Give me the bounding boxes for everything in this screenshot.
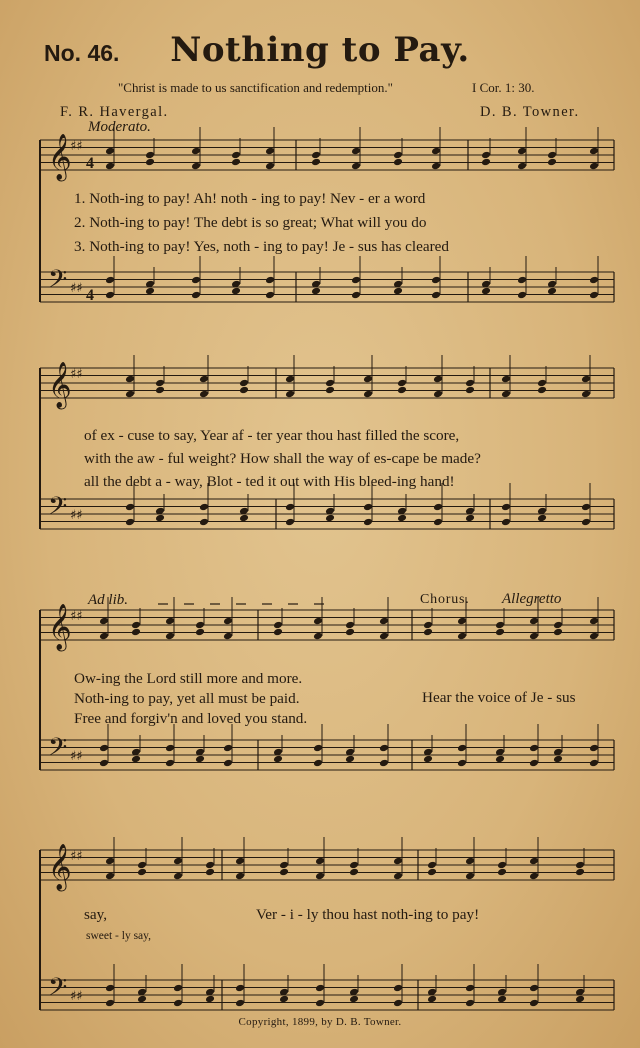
note-head-icon (137, 861, 147, 870)
note-head-icon (231, 287, 241, 296)
lyric-verse-1-line-1: 1. Noth-ing to pay! Ah! noth - ing to pay! Nev - er a word (74, 190, 426, 207)
note-head-icon (131, 621, 141, 630)
note-head-icon (145, 158, 155, 167)
note-head-icon (457, 617, 467, 626)
lyric-alto-echo: sweet - ly say, (86, 930, 152, 942)
hymn-number: No. 46. (44, 40, 120, 66)
note-head-icon (433, 375, 443, 384)
note-head-icon (363, 503, 373, 512)
note-head-icon (205, 861, 215, 870)
note-head-icon (589, 291, 599, 300)
note-head-icon (537, 386, 547, 395)
note-head-icon (581, 518, 591, 527)
note-head-icon (349, 868, 359, 877)
note-head-icon (529, 999, 539, 1008)
note-head-icon (517, 162, 527, 171)
note-head-icon (315, 984, 325, 993)
note-head-icon (191, 147, 201, 156)
note-head-icon (195, 628, 205, 637)
note-head-icon (325, 379, 335, 388)
note-head-icon (517, 291, 527, 300)
chorus-tempo-marking: Allegretto (502, 591, 562, 607)
note-head-icon (589, 276, 599, 285)
note-head-icon (345, 621, 355, 630)
note-head-icon (155, 386, 165, 395)
note-head-icon (393, 158, 403, 167)
note-head-icon (195, 755, 205, 764)
note-head-icon (173, 999, 183, 1008)
bass-clef-icon: 𝄢 (48, 492, 68, 527)
lyric-verse-3-line-1: 3. Noth-ing to pay! Yes, noth - ing to pay! Je - sus has cleared (74, 238, 449, 255)
note-head-icon (313, 759, 323, 768)
note-head-icon (537, 379, 547, 388)
note-head-icon (497, 868, 507, 877)
note-head-icon (529, 857, 539, 866)
note-head-icon (191, 162, 201, 171)
note-head-icon (105, 872, 115, 881)
note-head-icon (553, 621, 563, 630)
key-signature-icon: ♯♯ (70, 749, 83, 764)
note-head-icon (315, 857, 325, 866)
note-head-icon (465, 999, 475, 1008)
note-head-icon (431, 147, 441, 156)
note-head-icon (313, 744, 323, 753)
note-head-icon (575, 868, 585, 877)
note-head-icon (465, 386, 475, 395)
note-head-icon (173, 872, 183, 881)
copyright-notice: Copyright, 1899, by D. B. Towner. (238, 1016, 402, 1028)
note-head-icon (465, 984, 475, 993)
note-head-icon (265, 276, 275, 285)
note-head-icon (125, 503, 135, 512)
note-head-icon (131, 628, 141, 637)
note-head-icon (173, 984, 183, 993)
lyric-chorus-say: say, (84, 906, 108, 923)
note-head-icon (231, 151, 241, 160)
key-signature-icon: ♯♯ (70, 849, 83, 864)
note-head-icon (397, 379, 407, 388)
lyric-verse-2-line-1: 2. Noth-ing to pay! The debt is so great; What will you do (74, 214, 427, 231)
note-head-icon (265, 162, 275, 171)
note-head-icon (433, 390, 443, 399)
note-head-icon (239, 514, 249, 523)
note-head-icon (315, 872, 325, 881)
note-head-icon (363, 375, 373, 384)
composer-credit: D. B. Towner. (480, 104, 580, 120)
note-head-icon (199, 390, 209, 399)
note-head-icon (501, 503, 511, 512)
time-signature: 4 (86, 287, 94, 304)
note-head-icon (379, 632, 389, 641)
note-head-icon (285, 518, 295, 527)
note-head-icon (379, 744, 389, 753)
note-head-icon (427, 861, 437, 870)
note-head-icon (199, 503, 209, 512)
note-head-icon (155, 514, 165, 523)
note-head-icon (235, 999, 245, 1008)
note-head-icon (351, 162, 361, 171)
note-head-icon (529, 617, 539, 626)
note-head-icon (131, 755, 141, 764)
note-head-icon (165, 617, 175, 626)
note-head-icon (529, 984, 539, 993)
note-head-icon (145, 151, 155, 160)
note-head-icon (105, 276, 115, 285)
note-head-icon (547, 158, 557, 167)
note-head-icon (99, 759, 109, 768)
chorus-label: Chorus. (420, 592, 470, 607)
note-head-icon (273, 628, 283, 637)
note-head-icon (393, 151, 403, 160)
note-head-icon (199, 375, 209, 384)
note-head-icon (239, 386, 249, 395)
note-head-icon (99, 632, 109, 641)
note-head-icon (285, 375, 295, 384)
note-head-icon (397, 514, 407, 523)
note-head-icon (423, 628, 433, 637)
note-head-icon (265, 291, 275, 300)
note-head-icon (431, 291, 441, 300)
note-head-icon (285, 503, 295, 512)
note-head-icon (199, 518, 209, 527)
note-head-icon (125, 390, 135, 399)
scripture-quote: "Christ is made to us sanctification and redemption." (118, 80, 393, 95)
note-head-icon (311, 287, 321, 296)
treble-clef-icon: 𝄞 (48, 604, 72, 650)
note-head-icon (481, 151, 491, 160)
note-head-icon (273, 621, 283, 630)
note-head-icon (589, 632, 599, 641)
note-head-icon (165, 759, 175, 768)
time-signature: 4 (86, 155, 94, 172)
note-head-icon (231, 158, 241, 167)
scripture-reference: I Cor. 1: 30. (472, 80, 535, 95)
note-head-icon (105, 999, 115, 1008)
note-head-icon (497, 861, 507, 870)
key-signature-icon: ♯♯ (70, 609, 83, 624)
note-head-icon (393, 287, 403, 296)
note-head-icon (223, 632, 233, 641)
note-head-icon (457, 744, 467, 753)
bass-clef-icon: 𝄢 (48, 733, 68, 768)
note-head-icon (481, 287, 491, 296)
note-head-icon (431, 162, 441, 171)
note-head-icon (379, 617, 389, 626)
note-head-icon (363, 390, 373, 399)
note-head-icon (235, 872, 245, 881)
note-head-icon (457, 759, 467, 768)
note-head-icon (105, 291, 115, 300)
lyric-verse-3-line-3: Free and forgiv'n and loved you stand. (74, 710, 308, 727)
note-head-icon (495, 628, 505, 637)
treble-clef-icon: 𝄞 (48, 362, 72, 408)
note-head-icon (379, 759, 389, 768)
note-head-icon (313, 617, 323, 626)
note-head-icon (537, 514, 547, 523)
note-head-icon (99, 617, 109, 626)
note-head-icon (325, 386, 335, 395)
note-head-icon (165, 744, 175, 753)
note-head-icon (431, 276, 441, 285)
lyric-verse-1-line-3: Ow-ing the Lord still more and more. (74, 670, 303, 687)
note-head-icon (517, 276, 527, 285)
note-head-icon (397, 386, 407, 395)
bass-clef-icon: 𝄢 (48, 265, 68, 300)
note-head-icon (363, 518, 373, 527)
note-head-icon (145, 287, 155, 296)
note-head-icon (345, 628, 355, 637)
note-head-icon (465, 514, 475, 523)
note-head-icon (105, 984, 115, 993)
note-head-icon (105, 857, 115, 866)
note-head-icon (423, 755, 433, 764)
bass-clef-icon: 𝄢 (48, 973, 68, 1008)
note-head-icon (311, 158, 321, 167)
note-head-icon (581, 390, 591, 399)
ad-lib-marking: Ad lib. (88, 592, 128, 608)
key-signature-icon: ♯♯ (70, 367, 83, 382)
lyric-verse-2-line-2: with the aw - ful weight? How shall the way of es-cape be made? (84, 450, 481, 467)
note-head-icon (325, 514, 335, 523)
note-head-icon (393, 999, 403, 1008)
note-head-icon (433, 503, 443, 512)
note-head-icon (547, 151, 557, 160)
note-head-icon (457, 632, 467, 641)
note-head-icon (351, 291, 361, 300)
note-head-icon (223, 617, 233, 626)
note-head-icon (589, 617, 599, 626)
lyric-verse-1-line-2: of ex - cuse to say, Year af - ter year thou hast filled the score, (84, 427, 460, 444)
note-head-icon (235, 857, 245, 866)
note-head-icon (351, 147, 361, 156)
note-head-icon (575, 861, 585, 870)
treble-clef-icon: 𝄞 (48, 844, 72, 890)
note-head-icon (105, 162, 115, 171)
note-head-icon (205, 995, 215, 1004)
note-head-icon (165, 632, 175, 641)
note-head-icon (349, 861, 359, 870)
note-head-icon (393, 857, 403, 866)
note-head-icon (529, 744, 539, 753)
note-head-icon (427, 868, 437, 877)
note-head-icon (529, 759, 539, 768)
note-head-icon (529, 872, 539, 881)
note-head-icon (547, 287, 557, 296)
note-head-icon (553, 628, 563, 637)
lyric-chorus-line-2: Ver - i - ly thou hast noth-ing to pay! (256, 906, 480, 923)
note-head-icon (137, 868, 147, 877)
note-head-icon (495, 755, 505, 764)
note-head-icon (279, 995, 289, 1004)
note-head-icon (465, 379, 475, 388)
note-head-icon (105, 147, 115, 156)
note-head-icon (173, 857, 183, 866)
note-head-icon (495, 621, 505, 630)
key-signature-icon: ♯♯ (70, 508, 83, 523)
note-head-icon (279, 868, 289, 877)
note-head-icon (223, 744, 233, 753)
note-head-icon (137, 995, 147, 1004)
note-head-icon (481, 158, 491, 167)
note-head-icon (501, 518, 511, 527)
note-head-icon (125, 518, 135, 527)
treble-clef-icon: 𝄞 (48, 134, 72, 180)
note-head-icon (205, 868, 215, 877)
note-head-icon (345, 755, 355, 764)
note-head-icon (223, 759, 233, 768)
note-head-icon (501, 390, 511, 399)
note-head-icon (349, 995, 359, 1004)
note-head-icon (581, 375, 591, 384)
note-head-icon (581, 503, 591, 512)
note-head-icon (423, 621, 433, 630)
note-head-icon (351, 276, 361, 285)
note-head-icon (589, 162, 599, 171)
note-head-icon (433, 518, 443, 527)
note-head-icon (589, 759, 599, 768)
note-head-icon (191, 276, 201, 285)
key-signature-icon: ♯♯ (70, 139, 83, 154)
note-head-icon (99, 744, 109, 753)
note-head-icon (239, 379, 249, 388)
tempo-marking: Moderato. (88, 119, 151, 135)
key-signature-icon: ♯♯ (70, 989, 83, 1004)
hymn-title: Nothing to Pay. (170, 30, 470, 70)
note-head-icon (465, 872, 475, 881)
note-head-icon (517, 147, 527, 156)
note-head-icon (155, 379, 165, 388)
note-head-icon (529, 632, 539, 641)
note-head-icon (191, 291, 201, 300)
note-head-icon (575, 995, 585, 1004)
note-head-icon (311, 151, 321, 160)
note-head-icon (393, 984, 403, 993)
note-head-icon (279, 861, 289, 870)
note-head-icon (195, 621, 205, 630)
note-head-icon (315, 999, 325, 1008)
note-head-icon (497, 995, 507, 1004)
lyric-verse-3-line-2: all the debt a - way, Blot - ted it out with His bleed-ing hand! (84, 473, 455, 490)
author-credit: F. R. Havergal. (60, 104, 169, 120)
note-head-icon (427, 995, 437, 1004)
note-head-icon (265, 147, 275, 156)
note-head-icon (393, 872, 403, 881)
lyric-verse-2-line-3: Noth-ing to pay, yet all must be paid. (74, 690, 300, 707)
key-signature-icon: ♯♯ (70, 281, 83, 296)
note-head-icon (589, 147, 599, 156)
note-head-icon (125, 375, 135, 384)
note-head-icon (313, 632, 323, 641)
lyric-chorus-line-1: Hear the voice of Je - sus (422, 689, 576, 706)
note-head-icon (235, 984, 245, 993)
note-head-icon (273, 755, 283, 764)
note-head-icon (553, 755, 563, 764)
note-head-icon (501, 375, 511, 384)
note-head-icon (589, 744, 599, 753)
note-head-icon (285, 390, 295, 399)
note-head-icon (465, 857, 475, 866)
